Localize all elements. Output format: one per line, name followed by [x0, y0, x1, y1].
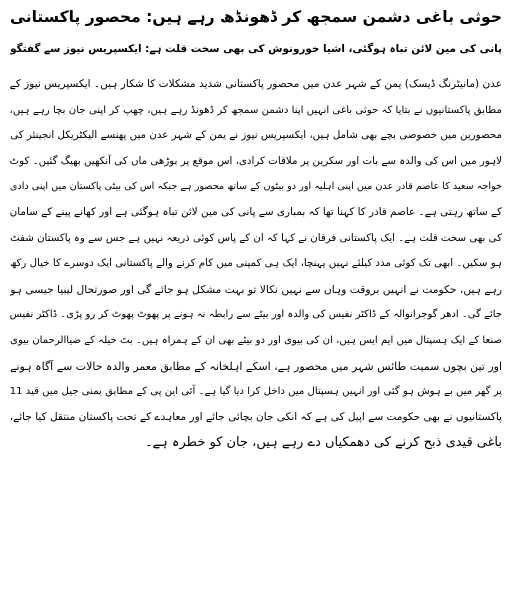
headline: حوثی باغی دشمن سمجھ کر ڈھونڈھ رہے ہیں: محصور پاکستانی	[10, 8, 502, 26]
subheadline: پانی کی مین لائن تباہ ہوگئی، اشیا خورونوش کی بھی سخت قلت ہے: ایکسپریس نیوز سے گفتگو	[10, 43, 502, 55]
body-line: لاہور میں اس کی والدہ سے بات اور سکرین پر ملاقات کرادی، اس موقع پر بوڑھی ماں کی آنکھیں بھیگ گئیں۔ کوٹ	[10, 154, 502, 167]
body-line: پر گھر میں بے ہوش ہو گئی اور انہیں ہسپتال میں داخل کرا دیا گیا ہے۔ آئی این پی کے مطابق یمنی جیل میں قید 11	[10, 386, 502, 398]
body-line: ہو سکیں۔ ابھی تک کوئی مدد کیلئے نہیں پہنچا، ایک ہی کمپنی میں کام کرنے والے پاکستانی ایک دوسرے کا خیال رکھ	[10, 257, 502, 270]
body-line: رہے ہیں، حکومت نے انہیں بروقت وہاں سے نہیں نکالا تو بہت مشکل ہو جائے گی اور صورتحال لیبیا جیسی ہو	[10, 282, 502, 296]
body-line: پاکستانیوں نے بھی حکومت سے اپیل کی ہے کہ انکی جان بچائی جائے اور معاہدے کے تحت پاکستان منتقل کیا جائے،	[10, 410, 502, 423]
body-line: صنعا کے ایک ہسپتال میں ایم ایس ہیں، ان کی بیوی اور دو بیٹے بھی ان کے ہمراہ ہیں۔ بٹ خیلہ کے ضیاالرحمان بیوی	[10, 334, 502, 346]
body-line: کی بھی سخت قلت ہے۔ ایک پاکستانی فرقان نے کہا کہ ان کے پاس کوئی ذریعہ نہیں ہے جس سے وہ پاکستان شفٹ	[10, 232, 502, 244]
article-body	[10, 72, 502, 456]
body-line: کے ساتھ رہتی ہے۔ عاصم قادر کا کہنا تھا کہ بمباری سے پانی کی مین لائن تباہ ہوگئی ہے اور کھانے پینے کے سامان	[10, 205, 502, 218]
body-line: محصورین میں خصوصی بچے بھی شامل ہیں، ایکسپریس نیوز نے یمن کے شہر عدن میں پھنسے الیکٹریکل انجینئر کی	[10, 129, 502, 142]
body-line: مطابق پاکستانیوں نے بتایا کہ حوثی باغی انہیں اپنا دشمن سمجھ کر ڈھونڈ رہے ہیں، چھپ کر اپنی جان بچا رہے ہیں،	[10, 104, 502, 116]
body-line: جائے گی۔ ادھر گوجرانوالہ کے ڈاکٹر نفیس کی والدہ اور بیٹے سے رابطہ نہ ہونے پر پھوٹ پھوٹ کر رو پڑی۔ ڈاکٹر نفیس	[10, 309, 502, 321]
body-line: اور تین بچوں سمیت طائس شہر میں محصور ہے، اسکے اہلخانہ کے مطابق معمر والدہ حالات سے آگاہ ہونے	[10, 359, 502, 373]
body-line: عدن (مانیٹرنگ ڈیسک) یمن کے شہر عدن میں محصور پاکستانی شدید مشکلات کا شکار ہیں۔ ایکسپریس نیوز کے	[10, 78, 502, 90]
body-line: باغی قیدی ذبح کرنے کی دھمکیاں دے رہے ہیں، جان کو خطرہ ہے۔	[144, 435, 502, 451]
body-line: خواجہ سعید کا عاصم قادر عدن میں اپنی اہلیہ اور دو بیٹوں کے ساتھ محصور ہے جبکہ اس کی بیٹی پاکستان میں اپنی دادی	[10, 181, 502, 193]
